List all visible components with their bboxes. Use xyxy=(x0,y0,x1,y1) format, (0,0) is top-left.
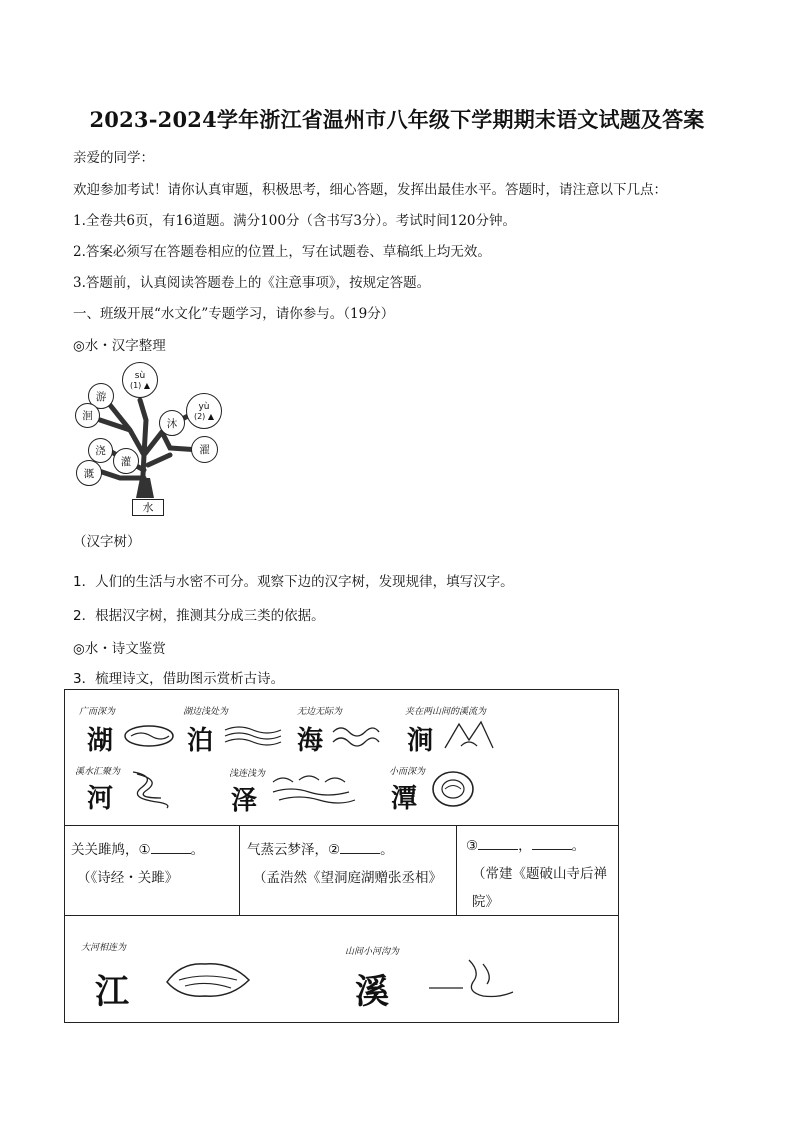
poem-cell-1: 关关雎鸠，① 。 （《诗经・关雎》 xyxy=(71,836,233,892)
question-1: 1．人们的生活与水密不可分。观察下边的汉字树，发现规律，填写汉字。 xyxy=(73,574,514,590)
answer-blank-3a[interactable] xyxy=(478,835,518,850)
char-he: 河 xyxy=(87,784,114,814)
char-hu: 湖 xyxy=(87,726,114,756)
question-3: 3．梳理诗文，借助图示赏析古诗。 xyxy=(73,671,285,687)
note-3: 3.答题前，认真阅读答题卷上的《注意事项》，按规定答题。 xyxy=(73,275,431,291)
answer-blank-1[interactable] xyxy=(151,839,191,854)
tree-node: 沐 xyxy=(159,410,185,436)
blank-node-1: sù (1) ▲ xyxy=(122,362,158,398)
char-note: 大河相连为 xyxy=(81,943,127,953)
answer-blank-2[interactable] xyxy=(340,839,380,854)
lake-illustration xyxy=(121,720,181,752)
poetry-table xyxy=(64,689,619,1023)
welcome-text: 欢迎参加考试！请你认真审题，积极思考，细心答题，发挥出最佳水平。答题时，请注意以下几点： xyxy=(73,182,667,198)
poem-line: 气蒸云梦泽，② xyxy=(247,842,341,858)
section-heading: 一、班级开展“水文化”专题学习，请你参与。（19分） xyxy=(73,306,395,322)
tree-caption: （汉字树） xyxy=(73,534,141,550)
char-note: 湖边浅处为 xyxy=(183,707,229,717)
char-note: 无边无际为 xyxy=(297,707,343,717)
char-note: 山间小河沟为 xyxy=(345,947,400,957)
poem-source: （孟浩然《望洞庭湖赠张丞相》 xyxy=(253,870,442,886)
char-tan: 潭 xyxy=(391,784,418,814)
river-illustration xyxy=(127,768,175,810)
tree-node: 濯 xyxy=(191,436,218,463)
char-note: 小而深为 xyxy=(389,767,426,777)
tree-node: 浇 xyxy=(88,438,113,463)
subsection-poetry: ◎水・诗文鉴赏 xyxy=(73,641,166,657)
poem-line: ③ xyxy=(466,838,479,854)
subsection-characters: ◎水・汉字整理 xyxy=(73,338,166,354)
tree-node: 溉 xyxy=(76,460,102,486)
poem-cell-3: ③ ， 。 （常建《题破山寺后禅院》 xyxy=(466,832,616,916)
note-1: 1.全卷共6页，有16道题。满分100分（含书写3分）。考试时间120分钟。 xyxy=(73,213,517,229)
swamp-illustration xyxy=(269,770,359,806)
tree-node: 洄 xyxy=(75,403,100,428)
tree-node: 灌 xyxy=(113,448,139,474)
poem-line: 关关雎鸠，① xyxy=(71,842,151,858)
tree-root-box: 水 xyxy=(132,499,164,516)
question-2: 2．根据汉字树，推测其分成三类的依据。 xyxy=(73,608,325,624)
pool-illustration xyxy=(429,768,477,810)
answer-blank-3b[interactable] xyxy=(532,835,572,850)
poem-source: （常建《题破山寺后禅院》 xyxy=(472,866,607,910)
char-note: 夹在两山间的溪流为 xyxy=(405,707,487,717)
char-note: 溪水汇聚为 xyxy=(75,767,121,777)
tree-node: 游 xyxy=(88,383,114,409)
blank-node-2: yù (2) ▲ xyxy=(186,393,222,429)
big-river-illustration xyxy=(161,952,257,1008)
ravine-illustration xyxy=(441,718,497,752)
char-note: 广而深为 xyxy=(79,707,116,717)
poem-source: （《诗经・关雎》 xyxy=(77,870,179,886)
sea-illustration xyxy=(331,722,381,750)
poem-cell-2: 气蒸云梦泽，② 。 （孟浩然《望洞庭湖赠张丞相》 xyxy=(247,836,451,892)
char-ze: 泽 xyxy=(231,786,258,816)
marsh-illustration xyxy=(223,722,285,750)
char-jiang: 江 xyxy=(95,972,129,1012)
char-note: 浅连浅为 xyxy=(229,769,266,779)
greeting: 亲爱的同学： xyxy=(73,150,154,166)
character-tree xyxy=(70,360,240,520)
page-title: 2023-2024学年浙江省温州市八年级下学期期末语文试题及答案 xyxy=(89,107,705,132)
char-bo: 泊 xyxy=(187,726,214,756)
char-xi: 溪 xyxy=(355,972,389,1012)
char-jian: 涧 xyxy=(407,726,434,756)
stream-illustration xyxy=(423,952,519,1008)
note-2: 2.答案必须写在答题卷相应的位置上，写在试题卷、草稿纸上均无效。 xyxy=(73,244,491,260)
char-hai: 海 xyxy=(297,726,324,756)
